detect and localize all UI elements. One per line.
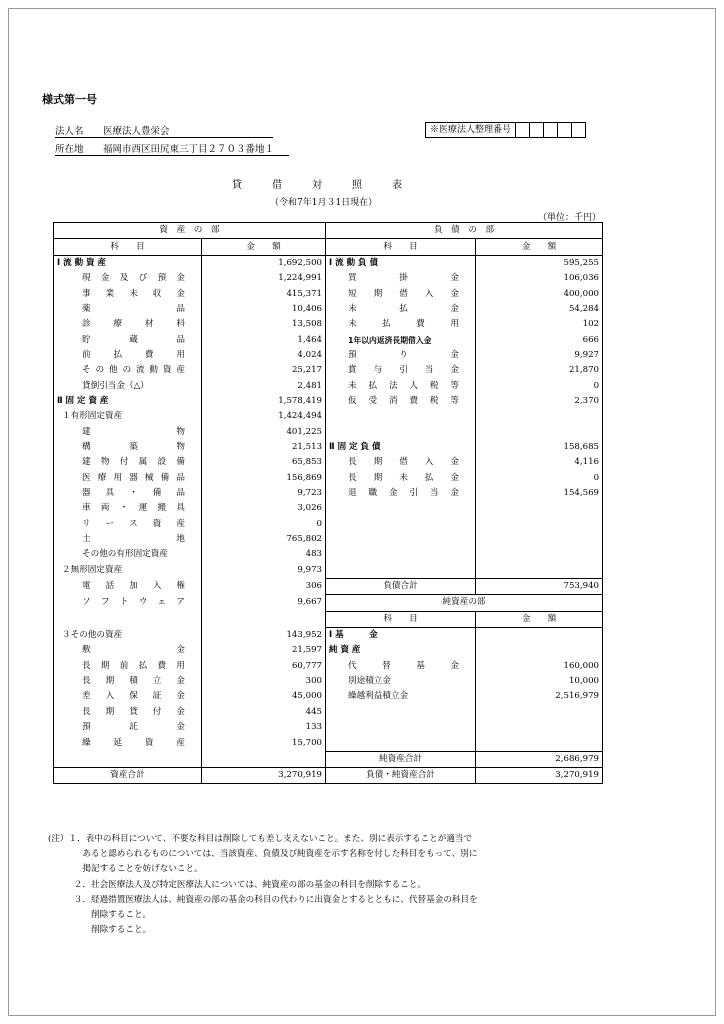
asset-item-label: 診療材料 [82, 319, 185, 330]
asset-amount: 300 [202, 674, 326, 689]
liability-amount: 400,000 [476, 286, 603, 301]
asset-item-label: 資産合計 [110, 770, 145, 781]
asset-item-label: 敷金 [82, 645, 185, 656]
asset-amount: 765,802 [202, 532, 326, 547]
liability-item-label: 退職金引当金 [348, 488, 460, 499]
liability-item-label: 長期未払金 [348, 472, 460, 483]
asset-item-label: 建物付属設備 [82, 457, 185, 468]
table-row [54, 440, 603, 455]
address: 福岡市西区田尻東三丁目２７０３番地１ [103, 141, 289, 156]
table-row [54, 563, 603, 579]
table-row [54, 486, 603, 501]
asset-item-label: リース資産 [82, 518, 185, 529]
liability-item-label: 負債合計 [383, 581, 418, 592]
asset-amount: 65,853 [202, 455, 326, 470]
table-row [54, 705, 603, 720]
asset-amount: 9,723 [202, 486, 326, 501]
liability-item-label: Ⅱ 固 定 負 債 [329, 441, 381, 452]
registry-digit-box[interactable] [558, 123, 572, 137]
asset-item-label: 預託金 [82, 722, 185, 733]
asset-item-label: ３その他の資産 [62, 629, 123, 640]
liability-amount [476, 627, 603, 643]
table-row [54, 720, 603, 735]
liability-amount: 753,940 [476, 578, 603, 594]
asset-amount: 9,973 [202, 563, 326, 579]
registry-digit-box[interactable] [572, 123, 585, 137]
asset-amount: 10,406 [202, 302, 326, 317]
note-line: (注）１．表中の科目について、不要な科目は削除しても差し支えないこと。また、別に表示することが適当で [48, 834, 473, 844]
asset-item-label: 土地 [82, 534, 185, 545]
table-row [54, 595, 603, 611]
asset-item-label: 長期前払費用 [82, 660, 185, 671]
liability-amount: 154,569 [476, 486, 603, 501]
note-line: あると認められるものについては、当該資産、負債及び純資産を示す名称を付した科目をもって、別に [48, 849, 478, 860]
asset-item-label: 構築物 [82, 441, 185, 452]
liability-amount: 2,370 [476, 394, 603, 409]
asset-item-label: 建物 [82, 426, 185, 437]
asset-amount: 9,667 [202, 595, 326, 611]
asset-section-title: 資 産 の 部 [54, 223, 326, 239]
table-row [54, 768, 603, 784]
liability-amount [476, 720, 603, 735]
liability-amount [476, 643, 603, 658]
liability-item-label: 賞与引当金 [348, 365, 460, 376]
asset-amount: 156,869 [202, 471, 326, 486]
asset-amount: 143,952 [202, 627, 326, 643]
asset-amount: 4,024 [202, 348, 326, 363]
asset-item-label: 長期積立金 [82, 676, 185, 687]
asset-amount: 1,424,494 [202, 409, 326, 424]
asset-item-label: 前払費用 [82, 349, 185, 360]
liability-amount: 4,116 [476, 455, 603, 470]
liability-item-label: 純 資 産 [329, 645, 361, 656]
table-row [54, 378, 603, 393]
table-row [54, 302, 603, 317]
asset-amount: 483 [202, 547, 326, 562]
table-row [54, 424, 603, 439]
asset-amount: 1,464 [202, 332, 326, 347]
asset-amount: 445 [202, 705, 326, 720]
table-row [54, 394, 603, 409]
liability-amount: 666 [476, 332, 603, 347]
asset-amount [202, 611, 326, 627]
asset-item-label: 貸倒引当金（△） [82, 380, 149, 391]
liability-amount: 0 [476, 378, 603, 393]
registry-digit-box[interactable] [516, 123, 530, 137]
asset-item-label: 薬品 [82, 303, 185, 314]
asset-item-label: 差入保証金 [82, 691, 185, 702]
liability-amount [476, 705, 603, 720]
liability-item-label: 仮受消費税等 [348, 395, 460, 406]
form-number: 様式第一号 [42, 93, 97, 106]
liability-amount [476, 532, 603, 547]
asset-amount: 2,481 [202, 378, 326, 393]
column-header-row [54, 239, 603, 255]
asset-item-label: 電話加入権 [82, 581, 185, 592]
liability-amount: 金 額 [476, 611, 603, 627]
asset-amount: 1,692,500 [202, 255, 326, 271]
liability-amount: 9,927 [476, 348, 603, 363]
asset-amount: 3,026 [202, 501, 326, 516]
liability-item-label: 未払金 [348, 303, 460, 314]
asset-amount: 45,000 [202, 689, 326, 704]
asset-item-label: ２無形固定資産 [62, 564, 123, 575]
asset-amount: 306 [202, 578, 326, 594]
registry-label: ※医療法人整理番号 [426, 123, 516, 137]
table-row [54, 501, 603, 516]
asset-amount: 25,217 [202, 363, 326, 378]
asset-item-label: 貯蔵品 [82, 334, 185, 345]
registry-number-box [425, 122, 586, 138]
table-row [54, 332, 603, 347]
asset-amount: 3,270,919 [202, 768, 326, 784]
liability-item-label: 未払費用 [348, 319, 460, 330]
table-row [54, 409, 603, 424]
liability-amount [476, 547, 603, 562]
table-row [54, 517, 603, 532]
liability-amount: 0 [476, 471, 603, 486]
asset-amount: 133 [202, 720, 326, 735]
liability-item-label: 未払法人税等 [348, 380, 460, 391]
liability-amount: 158,685 [476, 440, 603, 455]
liability-item-label: 長期借入金 [348, 457, 460, 468]
asset-item-label: 繰延資産 [82, 737, 185, 748]
address-row [55, 141, 289, 156]
liability-amount: 3,270,919 [476, 768, 603, 784]
table-row [54, 532, 603, 547]
liability-item-label: 買掛金 [348, 273, 460, 284]
table-row [54, 751, 603, 767]
liability-amount: 595,255 [476, 255, 603, 271]
table-row [54, 255, 603, 271]
asset-item-label: その他の有形固定資産 [82, 549, 168, 560]
unit-label: （単位：千円） [538, 213, 602, 223]
asset-item-label: 車両・運搬具 [82, 503, 185, 514]
table-row [54, 611, 603, 627]
table-row [54, 471, 603, 486]
notes [48, 832, 478, 938]
liability-item-label: 科 目 [383, 613, 418, 624]
liability-amount [476, 424, 603, 439]
document-title: 貸借対照表 [232, 180, 432, 191]
asset-amount: 1,578,419 [202, 394, 326, 409]
table-row [54, 286, 603, 301]
liability-item-label: Ⅰ 基 金 [329, 630, 378, 641]
asset-amount: 1,224,991 [202, 271, 326, 286]
asset-amount [202, 751, 326, 767]
asset-item-label: 医療用器械備品 [82, 472, 185, 483]
table-row [54, 643, 603, 658]
note-line: ３．経過措置医療法人は、純資産の部の基金の科目の代わりに出資金とするとともに、代替基金の科目を [48, 894, 478, 905]
note-line: ２．社会医療法人及び特定医療法人については、純資産の部の基金の科目を削除すること。 [48, 879, 426, 890]
liability-amount [476, 409, 603, 424]
asset-item-label: ソフトウェア [82, 597, 185, 608]
corp-name-label: 法人名 [55, 123, 103, 138]
table-row [54, 659, 603, 674]
liability-amount [476, 563, 603, 579]
table-row [54, 578, 603, 594]
corp-name-row [55, 123, 273, 138]
liability-item-label: 別途積立金 [348, 676, 391, 687]
liability-amount: 10,000 [476, 674, 603, 689]
asset-item-label: 事業未収金 [82, 288, 185, 299]
asset-amount-header: 金 額 [202, 239, 326, 255]
asset-amount: 21,513 [202, 440, 326, 455]
table-row [54, 547, 603, 562]
note-line: 削除すること。 [48, 910, 152, 921]
table-row [54, 348, 603, 363]
asset-amount: 60,777 [202, 659, 326, 674]
liability-section-title: 負 債 の 部 [326, 223, 603, 239]
table-row [54, 627, 603, 643]
liability-item-label: 純資産合計 [379, 753, 422, 764]
asset-amount: 415,371 [202, 286, 326, 301]
asset-item-label: その他の流動資産 [82, 365, 185, 376]
asset-item-label: Ⅰ 流 動 資 産 [57, 257, 106, 268]
liability-amount: 54,284 [476, 302, 603, 317]
liability-amount: 2,686,979 [476, 751, 603, 767]
table-row [54, 317, 603, 332]
equity-section-title: 純資産の部 [326, 595, 603, 611]
liability-amount [476, 735, 603, 751]
asset-item-label: 現金及び預金 [82, 273, 185, 284]
asset-amount: 0 [202, 517, 326, 532]
liability-amount [476, 517, 603, 532]
liability-item-header: 科 目 [326, 239, 476, 255]
liability-amount: 2,516,979 [476, 689, 603, 704]
asset-item-label: 器具・備品 [82, 488, 185, 499]
liability-amount: 160,000 [476, 659, 603, 674]
table-row [54, 455, 603, 470]
liability-amount: 102 [476, 317, 603, 332]
balance-sheet-table [53, 222, 603, 784]
address-label: 所在地 [55, 141, 103, 156]
table-row [54, 674, 603, 689]
table-row [54, 689, 603, 704]
liability-item-label: 預り金 [348, 349, 460, 360]
liability-amount [476, 501, 603, 516]
liability-item-label: 短期借入金 [348, 288, 460, 299]
liability-item-label: 1年以内返済長期借入金 [348, 335, 432, 345]
asset-item-label: １有形固定資産 [62, 411, 123, 422]
asset-item-header: 科 目 [54, 239, 202, 255]
liability-amount-header: 金 額 [476, 239, 603, 255]
asset-amount: 15,700 [202, 735, 326, 751]
table-row [54, 271, 603, 286]
liability-item-label: 負債・純資産合計 [366, 770, 435, 781]
section-header-row [54, 223, 603, 239]
liability-item-label: 代替基金 [348, 660, 460, 671]
registry-digit-box[interactable] [544, 123, 558, 137]
asset-amount: 401,225 [202, 424, 326, 439]
liability-item-label: Ⅰ 流 動 負 債 [329, 257, 379, 268]
as-of-date: （令和7年1月３1日現在） [270, 198, 378, 208]
asset-amount: 21,597 [202, 643, 326, 658]
registry-digit-box[interactable] [530, 123, 544, 137]
table-row [54, 735, 603, 751]
liability-item-label: 繰越利益積立金 [348, 691, 409, 702]
asset-item-label: 長期貸付金 [82, 706, 185, 717]
note-line: 削除すること。 [48, 925, 152, 936]
liability-amount: 21,870 [476, 363, 603, 378]
asset-amount: 13,508 [202, 317, 326, 332]
corp-name: 医療法人豊栄会 [103, 123, 273, 138]
liability-amount: 106,036 [476, 271, 603, 286]
asset-item-label: Ⅱ 固 定 資 産 [57, 395, 109, 406]
table-row [54, 363, 603, 378]
note-line: 掲記することを妨げないこと。 [48, 864, 203, 875]
